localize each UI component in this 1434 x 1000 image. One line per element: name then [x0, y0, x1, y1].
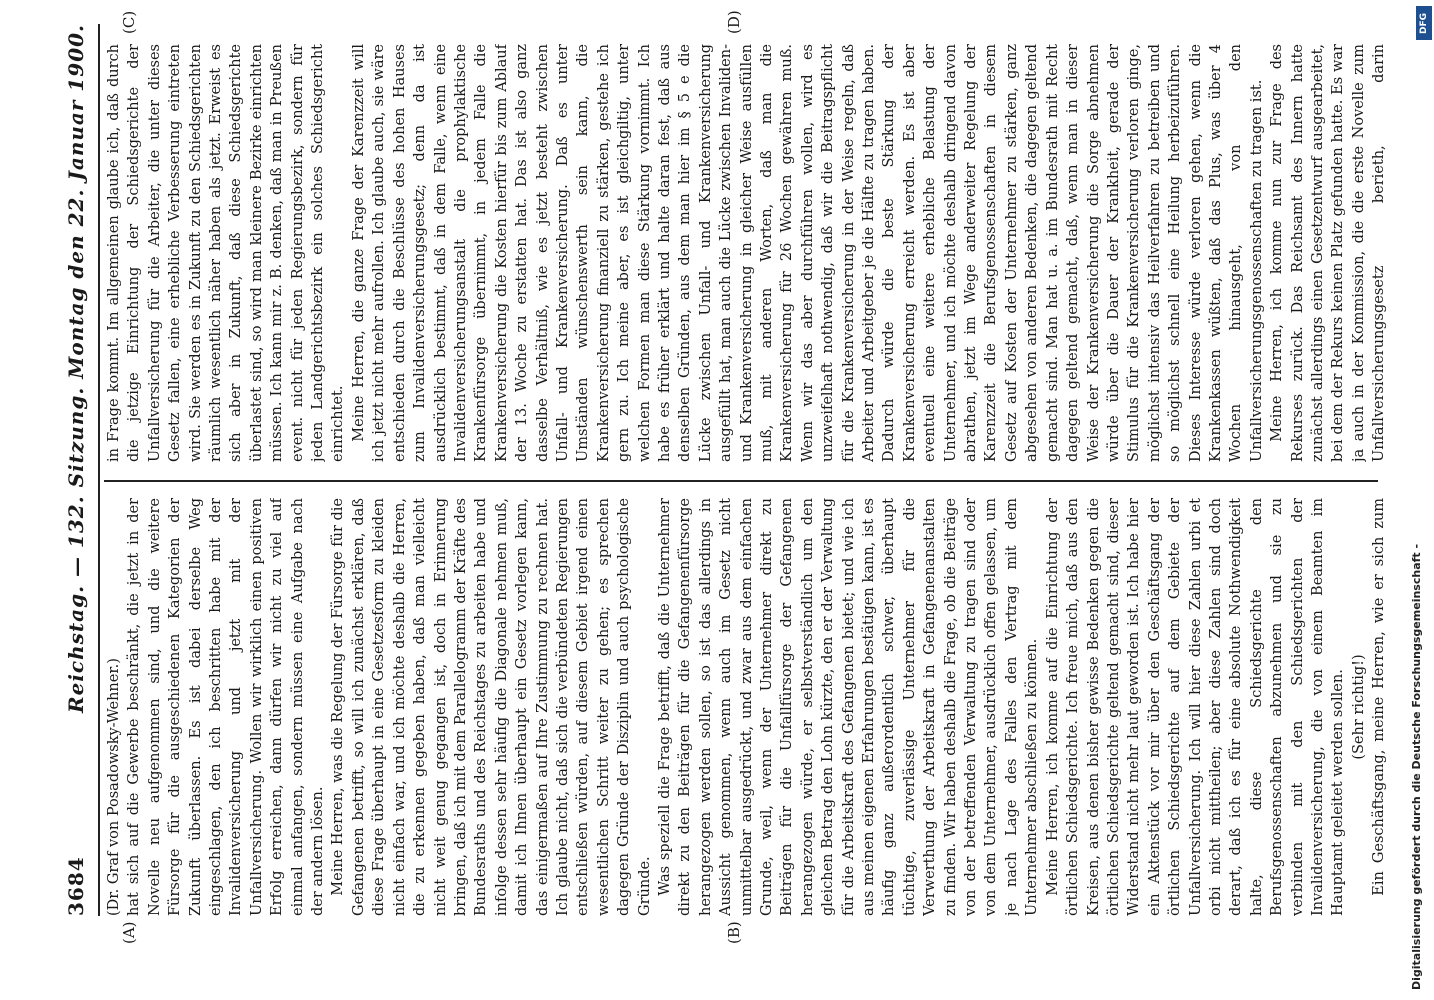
margin-marker-a: (A)	[120, 921, 138, 944]
paragraph: Meine Herren, ich komme nun zur Frage des Rekurses zurück. Das Reichsamt des Innern hatte zunächst allerdings einen Gesetzentwurf ausgearbeitet, bei dem der Rekurs keinen Platz gefunden hatte. Es war ja auch in der Kommission, die die erste Novelle zum Unfallversicherungsgesetz berieth, darin	[1269, 44, 1388, 462]
paragraph: Meine Herren, ich komme auf die Einrichtung der örtlichen Schiedsgerichte. Ich freue mich, daß aus den Kreisen, aus denen bisher gewisse Bedenken gegen die örtlichen Schiedsgerichte geltend gemacht sind, dieser Widerstand nicht mehr laut geworden ist. Ich habe hier ein Aktenstück vor mir über den Geschäftsgang der örtlichen Schiedsgerichte auf dem Gebiete der Unfallversicherung. Ich will hier diese Zahlen urbi et orbi nicht mittheilen; aber diese Zahlen sind doch derart, daß ich es für eine absolute Nothwendigkeit halte, diese Schiedsgerichte den Berufsgenossenschaften abzunehmen und sie zu verbinden mit den Schiedsgerichten der Invalidenversicherung, die von einem Beamten im Hauptamt geleitet werden sollen.	[1044, 498, 1347, 916]
funding-credit: Digitalisierung gefördert durch die Deutsche Forschungsgemeinschaft -	[1410, 543, 1423, 990]
digitization-sidebar	[1390, 0, 1434, 1000]
applause-note: (Sehr richtig!)	[1350, 654, 1367, 760]
paragraph: hat sich auf die Gewerbe beschränkt, die jetzt in der Novelle neu aufgenommen sind, und die weitere Fürsorge für die ausgeschiedenen Kategorien der Zukunft überlassen. Es ist dabei derselbe Weg eingeschlagen, den ich beschritten habe mit der Invalidenversicherung und jetzt mit der Unfallversicherung. Wollen wir wirklich einen positiven Erfolg erreichen, dann dürfen wir nicht zu viel auf einmal anfangen, sondern müssen eine Aufgabe nach der andern lösen.	[126, 498, 327, 916]
page-title: Reichstag. — 132. Sitzung. Montag den 22. Januar 1900.	[64, 24, 88, 714]
left-column	[104, 498, 1390, 916]
paragraph: Meine Herren, die ganze Frage der Karenzzeit will ich jetzt nicht mehr aufrollen. Ich glaube auch, sie wäre entschieden durch die Beschlüsse des hohen Hauses zum Invalidenversicherungsgesetz; denn da ist ausdrücklich bestimmt, daß in dem Falle, wenn eine Invalidenversicherungsanstalt die prophylaktische Krankenfürsorge übernimmt, in jedem Falle die Krankenversicherung die Kosten hierfür bis zum Ablauf der 13. Woche zu erstatten hat. Das ist also ganz dasselbe Verhältniß, wie es jetzt besteht zwischen Unfall- und Krankenversicherung. Daß es unter Umständen wünschenswerth sein kann, die Krankenversicherung finanziell zu stärken, gestehe ich gern zu. Ich meine aber, es ist gleichgiltig, unter welchen Formen man diese Stärkung vornimmt. Ich habe es früher erklärt und halte daran fest, daß aus denselben Gründen, aus dem man hier im § 5 e die Lücke zwischen Unfall- und Krankenversicherung ausgefüllt hat, man auch die Lücke zwischen Invaliden- und Krankenversicherung in gleicher Weise ausfüllen muß, mit anderen Worten, daß man die Krankenversicherung für 26 Wochen gewähren muß. Wenn wir das aber durchführen wollen, wird es unzweifelhaft nothwendig, daß wir die Beitragspflicht für die Krankenversicherung in der Weise regeln, daß Arbeiter und Arbeitgeber je die Hälfte zu tragen haben. Dadurch würde die beste Stärkung der Krankenversicherung erreicht werden. Es ist aber eventuell eine weitere erhebliche Belastung der Unternehmer, und ich möchte deshalb dringend davon abrathen, jetzt im Wege anderweiter Regelung der Karenzzeit die Berufsgenossenschaften in diesem Gesetz auf Kosten der Unternehmer zu stärken, ganz abgesehen von anderen Bedenken, die dagegen geltend gemacht sind. Man hat u. a. im Bundesrath mit Recht dagegen geltend gemacht, daß, wenn man in dieser Weise der Krankenversicherung die Sorge abnehmen würde über die Dauer der Krankheit, gerade der Stimulus für die Krankenversicherung verloren ginge, möglichst intensiv das Heilverfahren zu betreiben und so möglichst schnell eine Heilung herbeizuführen. Dieses Interesse würde verloren gehen, wenn die Krankenkassen wüßten, daß das Plus, was über 4 Wochen hinausgeht, von den Unfallversicherungsgenossenschaften zu tragen ist.	[350, 44, 1265, 462]
page-number: 3684	[64, 856, 88, 916]
speaker-line: (Dr. Graf von Posadowsky-Wehner.)	[106, 658, 122, 916]
margin-marker-b: (B)	[725, 921, 743, 944]
column-divider	[104, 480, 1378, 482]
paragraph: in Frage kommt. Im allgemeinen glaube ich, daß durch die jetzige Einrichtung der Schiedsgerichte der Unfallversicherung für die Arbeiter, die unter dieses Gesetz fallen, eine erhebliche Verbesserung eintreten wird. Sie werden es in Zukunft zu den Schiedsgerichten räumlich wesentlich näher haben als jetzt. Erweist es sich aber in Zukunft, daß diese Schiedsgerichte überlastet sind, so wird man kleinere Bezirke einrichten müssen. Ich kann mir z. B. denken, daß man in Preußen event. nicht für jeden Regierungsbezirk, sondern für jeden Landgerichtsbezirk ein solches Schiedsgericht einrichtet.	[106, 44, 347, 462]
margin-marker-d: (D)	[725, 10, 743, 34]
margin-marker-c: (C)	[120, 10, 138, 34]
page-header	[56, 24, 96, 916]
paragraph: Ein Geschäftsgang, meine Herren, wie er sich zum	[1371, 498, 1388, 896]
right-column	[104, 44, 1390, 462]
paragraph: Meine Herren, was die Regelung der Fürsorge für die Gefangenen betrifft, so will ich zunächst erklären, daß diese Frage überhaupt in eine Gesetzesform zu kleiden nicht einfach war, und ich möchte deshalb die Herren, die zu erkennen gegeben haben, daß man vielleicht nicht weit genug gegangen ist, doch in Erinnerung bringen, daß ich mit dem Parallelogramm der Kräfte des Bundesraths und des Reichstages zu arbeiten habe und infolge dessen sehr häufig die Diagonale nehmen muß, damit ich Ihnen überhaupt ein Gesetz vorlegen kann, das einigermaßen auf Ihre Zustimmung zu rechnen hat. Ich glaube nicht, daß sich die verbündeten Regierungen entschließen würden, auf diesem Gebiet irgend einen wesentlichen Schritt weiter zu gehen; es sprechen dagegen Gründe der Disziplin und auch psychologische Gründe.	[330, 498, 653, 916]
dfg-logo: DFG	[1416, 6, 1432, 40]
paragraph: Was speziell die Frage betrifft, daß die Unternehmer direkt zu den Beiträgen für die Gefangenenfürsorge herangezogen werden sollen, so ist das allerdings in Aussicht genommen, wenn auch im Gesetz nicht unmittelbar ausgedrückt, und zwar aus dem einfachen Grunde, weil, wenn der Unternehmer direkt zu Beiträgen für die Unfallfürsorge der Gefangenen herangezogen würde, er selbstverständlich um den gleichen Betrag den Lohn kürzte, den er der Verwaltung für die Arbeitskraft des Gefangenen bietet; und wie ich aus meinen eigenen Erfahrungen bestätigen kann, ist es häufig ganz außerordentlich schwer, überhaupt tüchtige, zuverlässige Unternehmer für die Verwerthung der Arbeitskraft in Gefangenenanstalten zu finden. Wir haben deshalb die Frage, ob die Beiträge von der betreffenden Verwaltung zu tragen sind oder von dem Unternehmer, ausdrücklich offen gelassen, um je nach Lage des Falles den Vertrag mit dem Unternehmer abschließen zu können.	[656, 498, 1041, 916]
header-rule	[98, 24, 100, 916]
